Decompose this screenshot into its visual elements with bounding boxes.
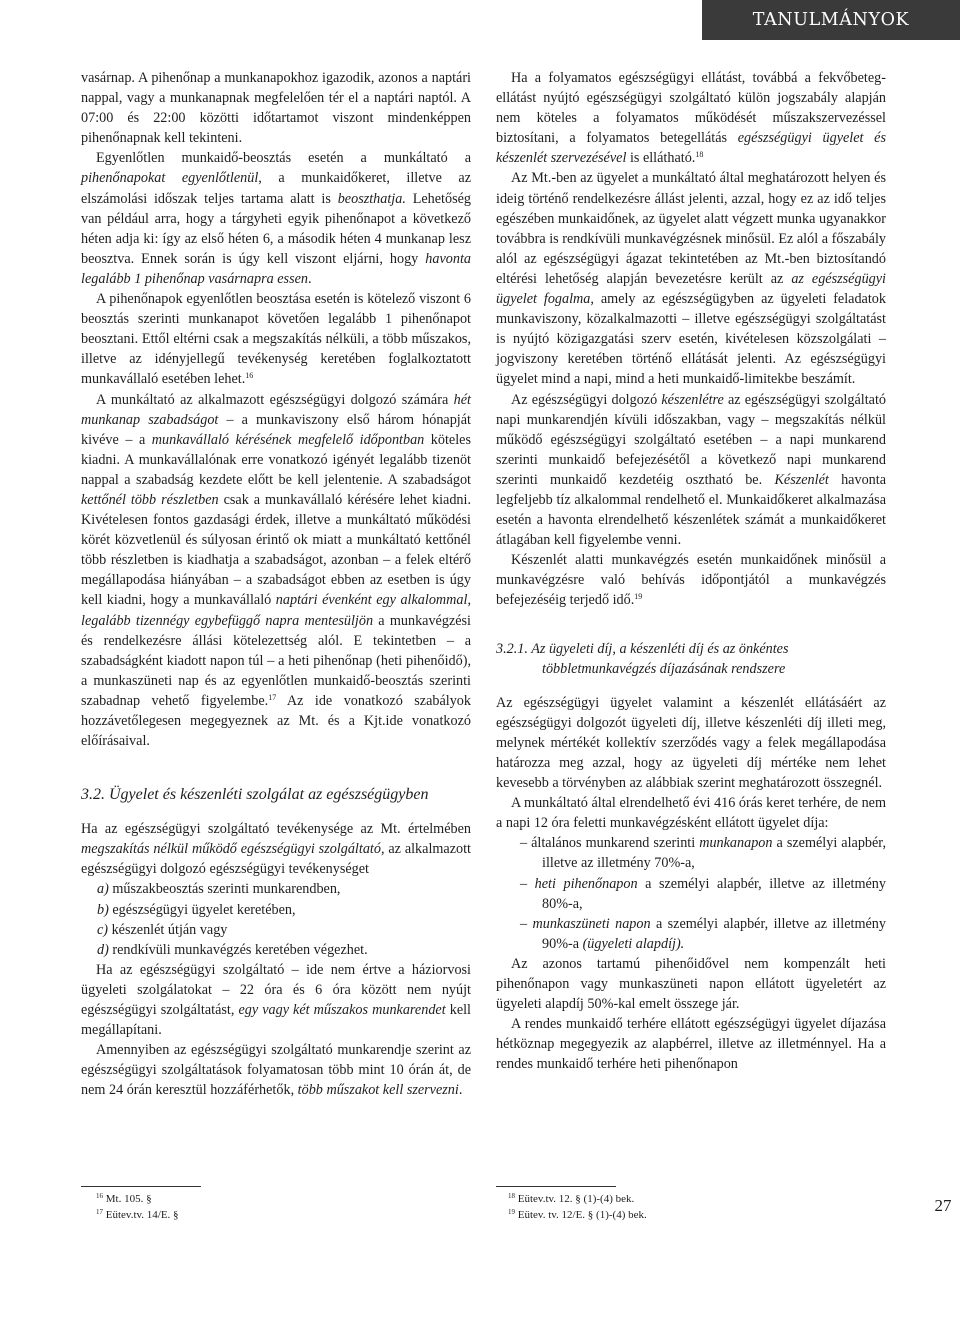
left-column bbox=[81, 68, 471, 1101]
list-item: – munkaszüneti napon a személyi alapbér, illetve az illetmény 90%-a (ügyeleti alapdíj). bbox=[520, 915, 886, 952]
right-column bbox=[496, 68, 886, 1075]
paragraph: Ha a folyamatos egészségügyi ellátást, továbbá a fekvőbeteg-ellátást nyújtó egészségügyi szolgáltató külön jogszabály alapján nem köteles a folyamatos működését műszakszervezéssel biztosítani, a folyamatos betegellátás egészségügyi ügyelet és készenlét szervezésével is ellátható.$^{18}$ bbox=[496, 70, 886, 167]
paragraph: Készenlét alatti munkavégzés esetén munkaidőnek minősül a munkavégzésre való behívás időpontjától a munkavégzés befejezéséig terjedő idő.$^{19}$ bbox=[496, 552, 886, 609]
section-label: TANULMÁNYOK bbox=[752, 10, 910, 30]
fee-list bbox=[496, 833, 886, 954]
footnote-ref: 16 bbox=[245, 371, 254, 381]
paragraph: Az azonos tartamú pihenőidővel nem kompenzált heti pihenőnapon vagy munkaszüneti napon ellátott ügyeletért az ügyeleti alapdíj 50%-kal emelt összege jár. bbox=[496, 955, 886, 1013]
footnote: $^{17}$ Eütev.tv. 14/E. § bbox=[96, 1208, 179, 1221]
footnote-rule bbox=[81, 1186, 201, 1187]
footnote-ref: 17 bbox=[268, 692, 277, 702]
paragraph: A munkáltató által elrendelhető évi 416 órás keret terhére, de nem a napi 12 óra feletti munkavégzésként ellátott ügyelet díja: bbox=[496, 795, 886, 832]
paragraph: A munkáltató az alkalmazott egészségügyi dolgozó számára hét munkanap szabadságot – a munkaviszony első három hónapját kivéve – a munkavállaló kérésének megfelelő időpontban köteles kiadni. A munkavállalónak erre vonatkozó igényét legalább tizenöt nappal a szabadság kezdete előtt be kell jelentenie. A szabadságot kettőnél több részletben csak a munkavállaló kérésére lehet kiadni. Kivételesen fontos gazdasági érdek, illetve a munkáltató működési körét közvetlenül és súlyosan érintő ok miatt a munkáltató kettőnél több részletben is kiadhatja a szabadságot, azonban – a felek eltérő megállapodása hiányában – a szabadságot ebben az esetben is úgy kell kiadni, hogy a munkavállaló naptári évenként egy alkalommal, legalább tizennégy egybefüggő napra mentesüljön a munkavégzési és rendelkezésre állási kötelezettség alól. E tekintetben – a szabadságként kiadott napon túl – a heti pihenőnap (heti pihenőidő), a munkaszüneti nap és az egyenlőtlen munkaidő-beosztás szerinti szabadnap vehető figyelembe.$^{17}$ Az ide vonatkozó szabályok hozzávetőlegesen megegyeznek az Mt. és a Kjt.ide vonatkozó előírásaival. bbox=[81, 391, 472, 750]
section-heading: 3.2. Ügyelet és készenléti szolgálat az egészségügyben bbox=[81, 786, 429, 804]
paragraph: Ha az egészségügyi szolgáltató – ide nem értve a háziorvosi ügyeleti szolgálatokat – 22 óra és 6 óra között nem nyújt egészségügyi szolgáltatást, egy vagy két műszakos munkarendet kell megállapítani. bbox=[81, 961, 471, 1039]
paragraph: Ha az egészségügyi szolgáltató tevékenysége az Mt. értelmében megszakítás nélkül működő egészségügyi szolgáltató, az alkalmazott egészségügyi dolgozó egészségügyi tevékenységet bbox=[81, 821, 471, 878]
footnote-ref: 19 bbox=[634, 592, 643, 602]
footnote-ref: 18 bbox=[695, 150, 704, 160]
paragraph: Az egészségügyi dolgozó készenlétre az egészségügyi szolgáltató napi munkarendjén kívüli időszakban, vagy – megszakítás nélkül működő egészségügyi szolgáltató esetében – a napi munkarend szerinti munkaidő befejezésétől a következő napi munkarend szerinti munkaidő kezdetéig osztható be. Készenlét havonta legfeljebb tíz alkalommal rendelhető el. Munkaidőkeret alkalmazása esetén a havonta elrendelhető készenlétek számát a munkaidőkeret átlagában kell figyelembe venni. bbox=[496, 391, 886, 549]
activity-list bbox=[81, 879, 471, 959]
paragraph: vasárnap. A pihenőnap a munkanapokhoz igazodik, azonos a naptári nappal, vagy a munkanapnak megfelelően tér el a naptári naptól. A 07:00 és 22:00 közötti időtartamot viszont mindenképpen pihenőnapnak kell tekinteni. bbox=[81, 70, 471, 147]
paragraph: Egyenlőtlen munkaidő-beosztás esetén a munkáltató a pihenőnapokat egyenlőtlenül, a munkaidőkeret, illetve az elszámolási időszak teljes tartama alatt is beoszthatja. Lehetőség van például arra, hogy a tárgyheti egyik pihenőnapot a következő héten adja ki: így az első héten 6, a második héten 4 munkanap lesz beosztva. Ennek során is úgy kell viszont eljárni, hogy havonta legalább 1 pihenőnap vasárnapra essen. bbox=[81, 150, 471, 287]
paragraph: Az egészségügyi ügyelet valamint a készenlét ellátásáért az egészségügyi dolgozót ügyeleti díj, illetve készenléti díj illeti meg, melynek mértékét kollektív szerződés vagy a felek megállapodása határozza meg azzal, hogy az ügyeleti díj mértéke nem lehet kevesebb a törvényben az alábbiak szerint meghatározott összegnél. bbox=[496, 694, 886, 792]
page-number: 27 bbox=[934, 1196, 952, 1215]
paragraph: Az Mt.-ben az ügyelet a munkáltató által meghatározott helyen és ideig történő rendelkezésre állást jelenti, azzal, hogy ez az idő teljes egészében munkaidőnek, az ügyelet alatt végzett munka ugyanakkor továbbra is rendkívüli munkavégzésnek minősül. Ez alól a főszabály alól az egészségügyi ágazat tekintetében az Mt.-ben biztosítandó eltérési lehetőség alapján bevezetésre került az az egészségügyi ügyelet fogalma, amely az egészségügyben az ügyeleti feladatok munkaviszony, közalkalmazotti – illetve egészségügyi szolgáltatást is nyújtó közigazgatási szerv esetén, kivételesen közszolgálati – jogviszony keretében történő ellátását jelenti. Az egészségügyi ügyelet mind a napi, mind a heti munkaidő-limitekbe beszámít. bbox=[496, 170, 886, 388]
list-item: a) műszakbeosztás szerinti munkarendben, bbox=[97, 881, 341, 898]
list-item: b) egészségügyi ügyelet keretében, bbox=[97, 901, 296, 918]
list-item: – heti pihenőnapon a személyi alapbér, illetve az illetmény 80%-a, bbox=[520, 875, 886, 912]
list-item: d) rendkívüli munkavégzés keretében végezhet. bbox=[97, 941, 368, 958]
paragraph: Amennyiben az egészségügyi szolgáltató munkarendje szerint az egészségügyi szolgáltatások folyamatosan több mint 10 órán át, de nem 24 órán keresztül hozzáférhetők, több műszakot kell szervezni. bbox=[81, 1042, 471, 1099]
footnote: $^{18}$ Eütev.tv. 12. § (1)-(4) bek. bbox=[508, 1192, 635, 1205]
paragraph: A pihenőnapok egyenlőtlen beosztása esetén is kötelező viszont 6 beosztás szerinti munkanapot követően legalább 1 pihenőnapot beosztani. Ettől eltérni csak a megszakítás nélküli, a több műszakos, illetve az idényjellegű tevékenység keretében foglalkoztatott munkavállaló esetében lehet.$^{16}$ bbox=[81, 291, 471, 388]
paragraph: A rendes munkaidő terhére ellátott egészségügyi ügyelet díjazása hétköznap megegyezik az alapbérrel, illetve az illetménnyel. Ha a rendes munkaidő terhére heti pihenőnapon bbox=[496, 1016, 886, 1073]
footnote: $^{19}$ Eütev. tv. 12/E. § (1)-(4) bek. bbox=[508, 1208, 647, 1221]
subsection-heading: 3.2.1. Az ügyeleti díj, a készenléti díj és az önkéntes többletmunkavégzés díjazásának rendszere bbox=[496, 640, 789, 677]
footnote-rule bbox=[496, 1186, 616, 1187]
list-item: c) készenlét útján vagy bbox=[97, 921, 228, 938]
footnote: $^{16}$ Mt. 105. § bbox=[96, 1192, 152, 1205]
list-item: – általános munkarend szerinti munkanapon a személyi alapbér, illetve az illetmény 70%-a, bbox=[520, 835, 887, 872]
section-header-band bbox=[702, 0, 960, 40]
